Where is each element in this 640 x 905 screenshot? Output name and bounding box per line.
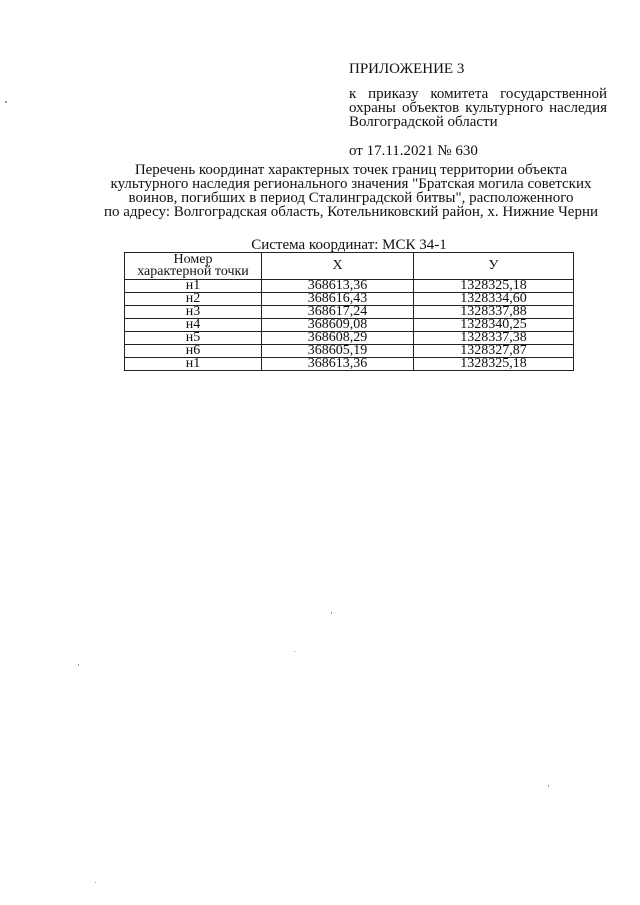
order-date: от 17.11.2021 № 630 xyxy=(349,143,478,159)
header-point-line: характерной точки xyxy=(137,264,249,279)
cell-y: 1328337,88 xyxy=(414,306,574,319)
cell-x: 368613,36 xyxy=(262,280,414,293)
table-row xyxy=(125,358,574,371)
appendix-title: ПРИЛОЖЕНИЕ 3 xyxy=(349,61,465,77)
cell-point: н3 xyxy=(125,306,262,319)
table-header-row xyxy=(125,253,574,280)
cell-x: 368616,43 xyxy=(262,293,414,306)
list-title-line: Перечень координат характерных точек границ территории объекта xyxy=(134,162,568,178)
coordinates-table xyxy=(124,252,574,371)
header-x: Х xyxy=(262,253,414,280)
cell-point: н5 xyxy=(125,332,262,345)
header-point-line: Номер xyxy=(173,252,213,267)
order-reference: к приказу комитета государственной охраны объектов культурного наследия Волгоградской области xyxy=(349,86,607,130)
cell-y: 1328327,87 xyxy=(414,345,574,358)
cell-x: 368609,08 xyxy=(262,319,414,332)
coordinate-system-caption: Система координат: МСК 34-1 xyxy=(251,237,447,253)
appendix-header xyxy=(349,60,607,160)
scan-speck xyxy=(294,651,295,652)
cell-y: 1328334,60 xyxy=(414,293,574,306)
cell-x: 368608,29 xyxy=(262,332,414,345)
cell-point: н4 xyxy=(125,319,262,332)
cell-y: 1328340,25 xyxy=(414,319,574,332)
cell-y: 1328325,18 xyxy=(414,358,574,371)
scan-speck xyxy=(331,612,332,614)
scan-speck xyxy=(78,664,79,666)
cell-point: н1 xyxy=(125,280,262,293)
list-title-line: культурного наследия регионального значения "Братская могила советских xyxy=(110,176,592,192)
list-title xyxy=(90,163,612,219)
list-title-line: воинов, погибших в период Сталинградской битвы", расположенного xyxy=(128,190,574,206)
cell-y: 1328325,18 xyxy=(414,280,574,293)
header-y: У xyxy=(414,253,574,280)
scan-speck xyxy=(548,785,549,787)
scan-speck xyxy=(5,101,7,103)
cell-x: 368613,36 xyxy=(262,358,414,371)
cell-point: н2 xyxy=(125,293,262,306)
scan-speck xyxy=(95,882,96,883)
cell-x: 368605,19 xyxy=(262,345,414,358)
cell-x: 368617,24 xyxy=(262,306,414,319)
cell-point: н1 xyxy=(125,358,262,371)
cell-point: н6 xyxy=(125,345,262,358)
header-point-number xyxy=(125,253,262,280)
cell-y: 1328337,38 xyxy=(414,332,574,345)
list-title-line: по адресу: Волгоградская область, Котельниковский район, х. Нижние Черни xyxy=(103,204,599,220)
